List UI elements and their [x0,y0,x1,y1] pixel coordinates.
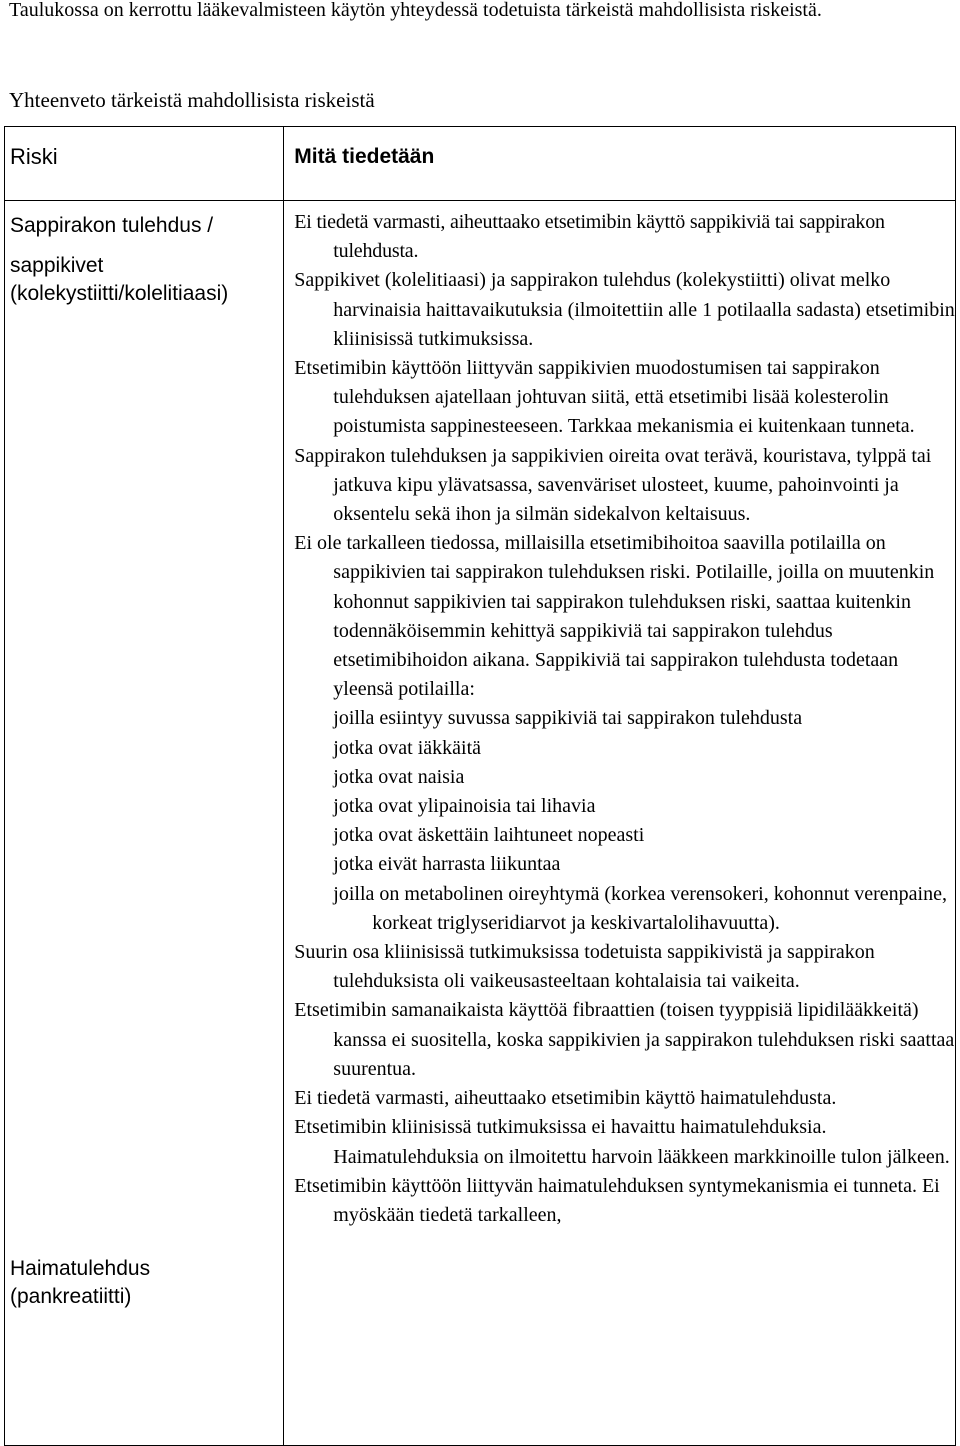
risk-name-line: Sappirakon tulehdus / [10,214,214,237]
paragraph: Etsetimibin kliinisissä tutkimuksissa ei havaittu haimatulehduksia. Haimatulehduksia on ilmoitettu harvoin lääkkeen markkinoille tulon jälkeen. [294,1116,950,1168]
summary-title: Yhteenveto tärkeistä mahdollisista riskeistä [9,88,375,112]
table-header-row [5,127,956,201]
paragraph: Sappikivet (kolelitiaasi) ja sappirakon tulehdus (kolekystiitti) olivat melko harvinaisia haittavaikutuksia (ilmoitettiin alle 1 potilaalla sadasta) etsetimibin kliinisissä tutkimuksissa. [294,269,955,350]
risk-name-line: Haimatulehdus [10,1257,151,1280]
paragraph: Ei tiedetä varmasti, aiheuttaako etsetimibin käyttö sappikiviä tai sappirakon tulehdusta. [294,211,885,263]
intro-text: Taulukossa on kerrottu lääkevalmisteen käytön yhteydessä todetuista tärkeistä mahdollisista riskeistä. [9,0,822,21]
list-item: joilla on metabolinen oireyhtymä (korkea verensokeri, kohonnut verenpaine, korkeat triglyseridiarvot ja keskivartalolihavuutta). [333,882,947,934]
risk-cell [5,201,284,1446]
header-known: Mitä tiedetään [284,127,956,201]
risk-summary-table [4,126,956,1446]
header-risk: Riski [5,127,284,201]
paragraph: Sappirakon tulehduksen ja sappikivien oireita ovat terävä, kouristava, tylppä tai jatkuva kipu ylävatsassa, savenväriset ulosteet, kuume, pahoinvointi ja oksentelu sekä ihon ja silmän sidekalvon keltaisuus. [294,444,932,526]
paragraph: Etsetimibin käyttöön liittyvän sappikivien muodostumisen tai sappirakon tulehduksen ajatellaan johtuvan siitä, että etsetimibi lisää kolesterolin poistumista sappinesteeseen. Tarkkaa mekanismia ei kuitenkaan tunneta. [294,357,915,438]
risk-name-line: sappikivet (kolekystiitti/kolelitiaasi) [10,254,229,305]
paragraph: Suurin osa kliinisissä tutkimuksissa todetuista sappikivistä ja sappirakon tulehduksista oli vaikeusasteeltaan kohtalaisia tai vaikeita. [294,941,875,993]
list-item: jotka eivät harrasta liikuntaa [333,853,561,876]
list-item: jotka ovat naisia [333,765,465,788]
risk-name-line: (pankreatiitti) [10,1285,132,1308]
paragraph: Ei tiedetä varmasti, aiheuttaako etsetimibin käyttö haimatulehdusta. [294,1087,837,1110]
paragraph: Etsetimibin samanaikaista käyttöä fibraattien (toisen tyyppisiä lipidilääkkeitä) kanssa ei suositella, koska sappikivien ja sappirakon tulehduksen riski saattaa suurentua. [294,999,955,1080]
paragraph: Etsetimibin käyttöön liittyvän haimatulehduksen syntymekanismia ei tunneta. Ei myöskään tiedetä tarkalleen, [294,1174,940,1226]
list-item: jotka ovat iäkkäitä [333,736,482,759]
risk-gallbladder [10,212,282,308]
list-item: joilla esiintyy suvussa sappikiviä tai sappirakon tulehdusta [333,707,803,730]
list-item: jotka ovat äskettäin laihtuneet nopeasti [333,824,645,847]
risk-factor-list [294,704,955,938]
paragraph: Ei ole tarkalleen tiedossa, millaisilla etsetimibihoitoa saavilla potilailla on sappikivien tai sappirakon tulehduksen riski. Potilaille, joilla on muutenkin kohonnut sappikivien tai sappirakon tulehduksen riski, saattaa kuitenkin todennäköisemmin kehittyä sappikiviä tai sappirakon tulehdus etsetimibihoidon aikana. Sappikiviä tai sappirakon tulehdusta todetaan yleensä potilailla: [294,532,935,701]
known-cell [284,201,956,1446]
risk-pancreatitis [10,1255,282,1311]
list-item: jotka ovat ylipainoisia tai lihavia [333,795,596,818]
table-row [5,201,956,1446]
